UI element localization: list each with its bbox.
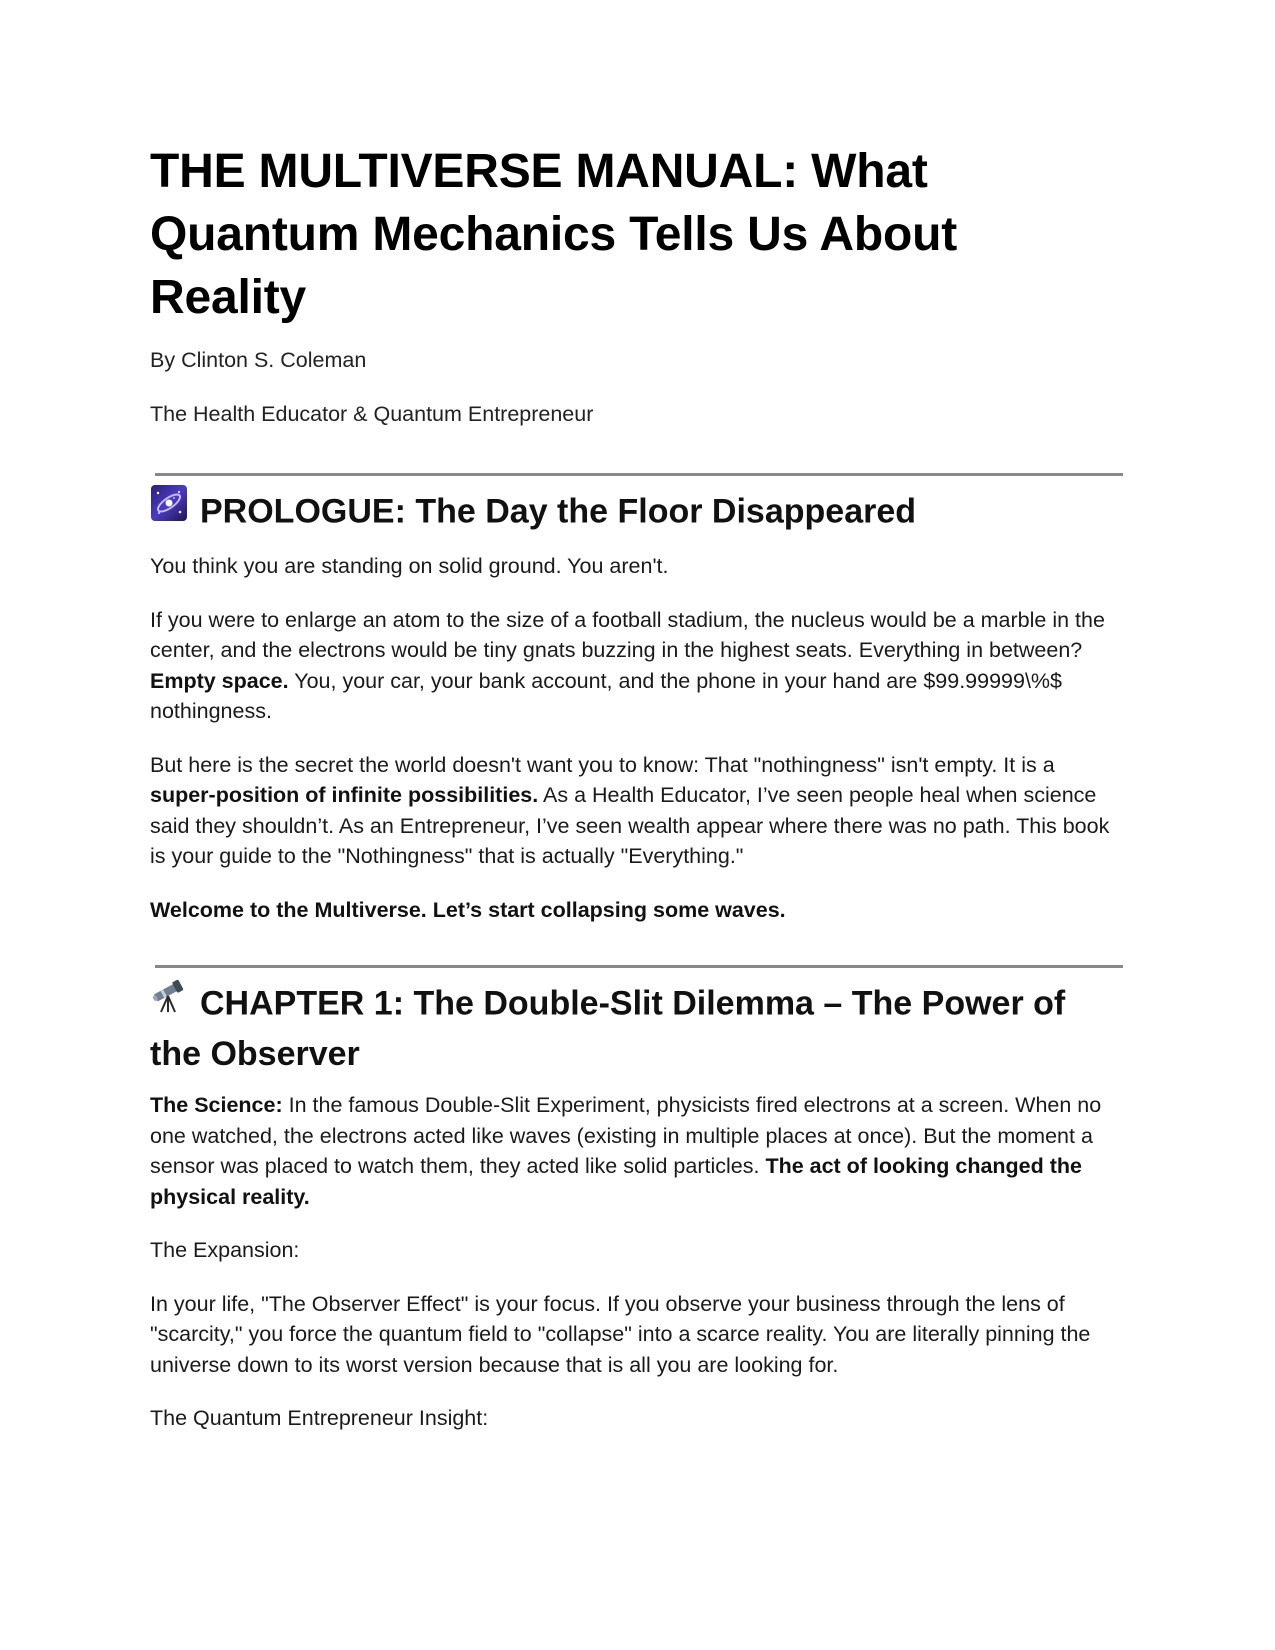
expansion-label: The Expansion: [150,1238,300,1262]
galaxy-icon [150,484,188,535]
prologue-heading [150,488,1125,539]
document-page [150,140,1125,1457]
prologue-p2-text-b: You, your car, your bank account, and the phone in your hand are $99.99999\%$ nothingness. [150,668,1063,723]
section-divider [155,965,1123,968]
prologue-closing-line: Welcome to the Multiverse. Let’s start collapsing some waves. [150,897,786,922]
author-byline: By Clinton S. Coleman [150,348,367,372]
chapter1-science-paragraph [150,1090,1125,1212]
section-divider [155,473,1123,476]
document-title: THE MULTIVERSE MANUAL: What Quantum Mechanics Tells Us About Reality [150,145,958,324]
prologue-p3-text-b: As a Health Educator, I’ve seen people heal when science said they shouldn’t. As an Entrepreneur, I’ve seen wealth appear where there was no path. This book is your guide to the "Nothingness" that is actually "Everything." [150,783,1110,868]
prologue-paragraph-2 [150,605,1125,727]
chapter1-heading [150,980,1125,1078]
prologue-p2-text-a: If you were to enlarge an atom to the size of a football stadium, the nucleus would be a marble in the center, and the electrons would be tiny gnats buzzing in the highest seats. Everything in between? [150,607,1105,662]
science-bold-text: The act of looking changed the physical reality. [150,1154,1082,1209]
prologue-paragraph-1: You think you are standing on solid ground. You aren't. [150,554,669,578]
telescope-icon [150,976,188,1027]
science-text: In the famous Double-Slit Experiment, physicists fired electrons at a screen. When no one watched, the electrons acted like waves (existing in multiple places at once). But the moment a sensor was placed to watch them, they acted like solid particles. [150,1093,1102,1178]
insight-label: The Quantum Entrepreneur Insight: [150,1406,489,1430]
prologue-p3-bold: super-position of infinite possibilities. [150,783,539,807]
expansion-paragraph: In your life, "The Observer Effect" is your focus. If you observe your business through the lens of "scarcity," you force the quantum field to "collapse" into a scarce reality. You are literally pinning the universe down to its worst version because that is all you are looking for. [150,1291,1091,1377]
science-label: The Science: [150,1093,283,1117]
chapter1-title: CHAPTER 1: The Double-Slit Dilemma – The Power of the Observer [150,984,1066,1073]
prologue-p3-text-a: But here is the secret the world doesn't want you to know: That "nothingness" isn't empty. It is a [150,752,1055,777]
prologue-title: PROLOGUE: The Day the Floor Disappeared [200,492,917,531]
prologue-paragraph-3 [150,750,1125,872]
prologue-p2-bold: Empty space. [150,668,289,693]
author-subtitle: The Health Educator & Quantum Entrepreneur [150,402,594,426]
